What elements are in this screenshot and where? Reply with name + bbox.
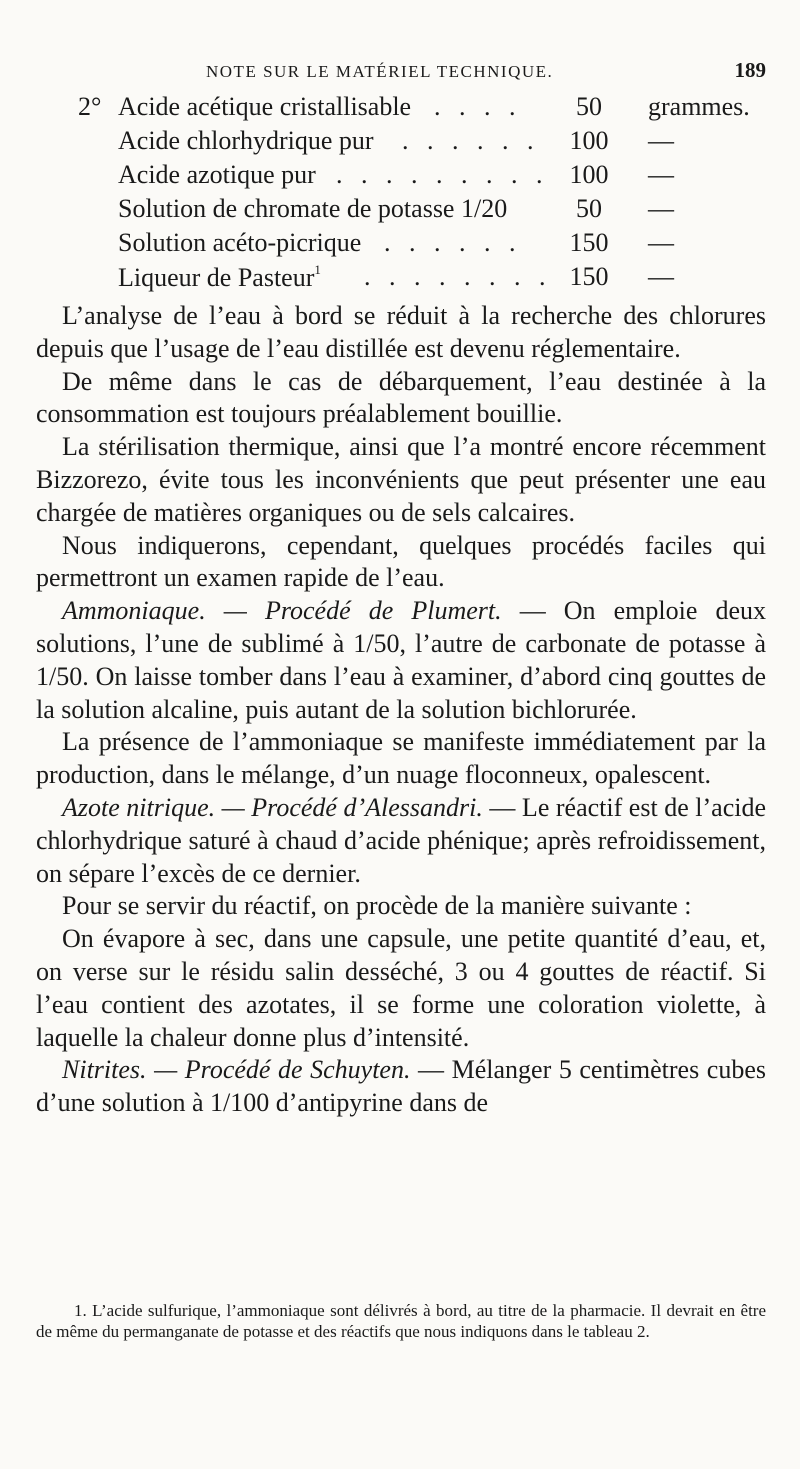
paragraph (36, 792, 766, 890)
paragraph-text: — Le réactif est de l’acide chlorhydrique saturé à chaud d’acide phénique; après refroidissement, on sépare l’excès de ce dernier. (36, 792, 767, 888)
paragraph: Pour se servir du réactif, on procède de la manière suivante : (62, 891, 692, 921)
reagent-unit: — (648, 228, 674, 257)
leader-dots: . . . . . . (384, 228, 522, 257)
reagent-quantity: 150 (569, 262, 609, 291)
paragraph: Nous indiquerons, cependant, quelques procédés faciles qui permettront un examen rapide de l’eau. (36, 530, 766, 593)
reagent-name-text: Liqueur de Pasteur (118, 263, 315, 292)
leader-dots: . . . . . . (402, 126, 540, 155)
reagent-quantity: 100 (569, 126, 609, 155)
formula-row (0, 92, 800, 126)
reagent-name (118, 262, 321, 293)
reagent-unit: grammes. (648, 92, 750, 121)
reagent-quantity: 50 (576, 92, 602, 121)
section-heading-italic: Ammoniaque. — Procédé de Plumert. (62, 596, 502, 626)
paragraph-text: — On emploie deux solutions, l’une de sublimé à 1/50, l’autre de carbonate de potasse à 1/50. On laisse tomber dans l’eau à examiner, d’abord cinq gouttes de la solution alcaline, puis autant de la solution bichlorurée. (36, 596, 766, 724)
paragraph (36, 595, 766, 726)
reagent-unit: — (648, 126, 674, 155)
footnote-mark: 1 (314, 262, 321, 277)
paragraph (36, 1054, 766, 1120)
reagent-unit: — (648, 160, 674, 189)
paragraph: La stérilisation thermique, ainsi que l’a montré encore récemment Bizzorezo, évite tous les inconvénients que peut présenter une eau chargée de matières organiques ou de sels calcaires. (36, 432, 766, 527)
reagent-quantity: 100 (569, 160, 609, 189)
running-head (36, 58, 766, 88)
section-heading-italic: Azote nitrique. — Procédé d’Alessandri. (62, 792, 483, 822)
reagent-quantity: 50 (576, 194, 602, 223)
section-heading-italic: Nitrites. — Procédé de Schuyten. (62, 1055, 411, 1085)
paragraph: L’analyse de l’eau à bord se réduit à la recherche des chlorures depuis que l’usage de l’eau distillée est devenu réglementaire. (36, 301, 766, 363)
formula-row (0, 228, 800, 262)
formula-number: 2° (78, 92, 102, 121)
reagent-name: Solution de chromate de potasse 1/20 (118, 194, 508, 223)
body-text (36, 300, 766, 1120)
footnote-text: 1. L’acide sulfurique, l’ammoniaque sont délivrés à bord, au titre de la pharmacie. Il devrait en être de même du permanganate de potasse et des réactifs que nous indiquons dans le tableau 2. (36, 1301, 766, 1341)
reagent-name: Solution acéto-picrique (118, 228, 362, 257)
paragraph: On évapore à sec, dans une capsule, une petite quantité d’eau, et, on verse sur le résidu salin desséché, 3 ou 4 gouttes de réactif. Si l’eau contient des azotates, il se forme une coloration violette, à laquelle la chaleur donne plus d’intensité. (36, 924, 766, 1052)
reagent-unit: — (648, 262, 674, 291)
leader-dots: . . . . . . . . . (336, 160, 549, 189)
reagent-name: Acide azotique pur (118, 160, 316, 189)
leader-dots: . . . . (434, 92, 522, 121)
formula-row (0, 194, 800, 228)
formula-row (0, 160, 800, 194)
formula-row (0, 262, 800, 296)
page-number: 189 (734, 58, 766, 82)
reagent-unit: — (648, 194, 674, 223)
reagent-name: Acide chlorhydrique pur (118, 126, 374, 155)
reagent-quantity: 150 (569, 228, 609, 257)
paragraph: La présence de l’ammoniaque se manifeste immédiatement par la production, dans le mélange, d’un nuage floconneux, opalescent. (36, 727, 766, 790)
formula-row (0, 126, 800, 160)
paragraph-text: — Mélanger 5 centimètres cubes d’une solution à 1/100 d’antipyrine dans de (36, 1055, 766, 1118)
running-head-title: NOTE SUR LE MATÉRIEL TECHNIQUE. (206, 62, 554, 81)
reagent-name: Acide acétique cristallisable (118, 92, 412, 121)
paragraph: De même dans le cas de débarquement, l’eau destinée à la consommation est toujours préalablement bouillie. (36, 366, 766, 429)
footnote (36, 1300, 766, 1342)
leader-dots: . . . . . . . . (364, 262, 552, 291)
